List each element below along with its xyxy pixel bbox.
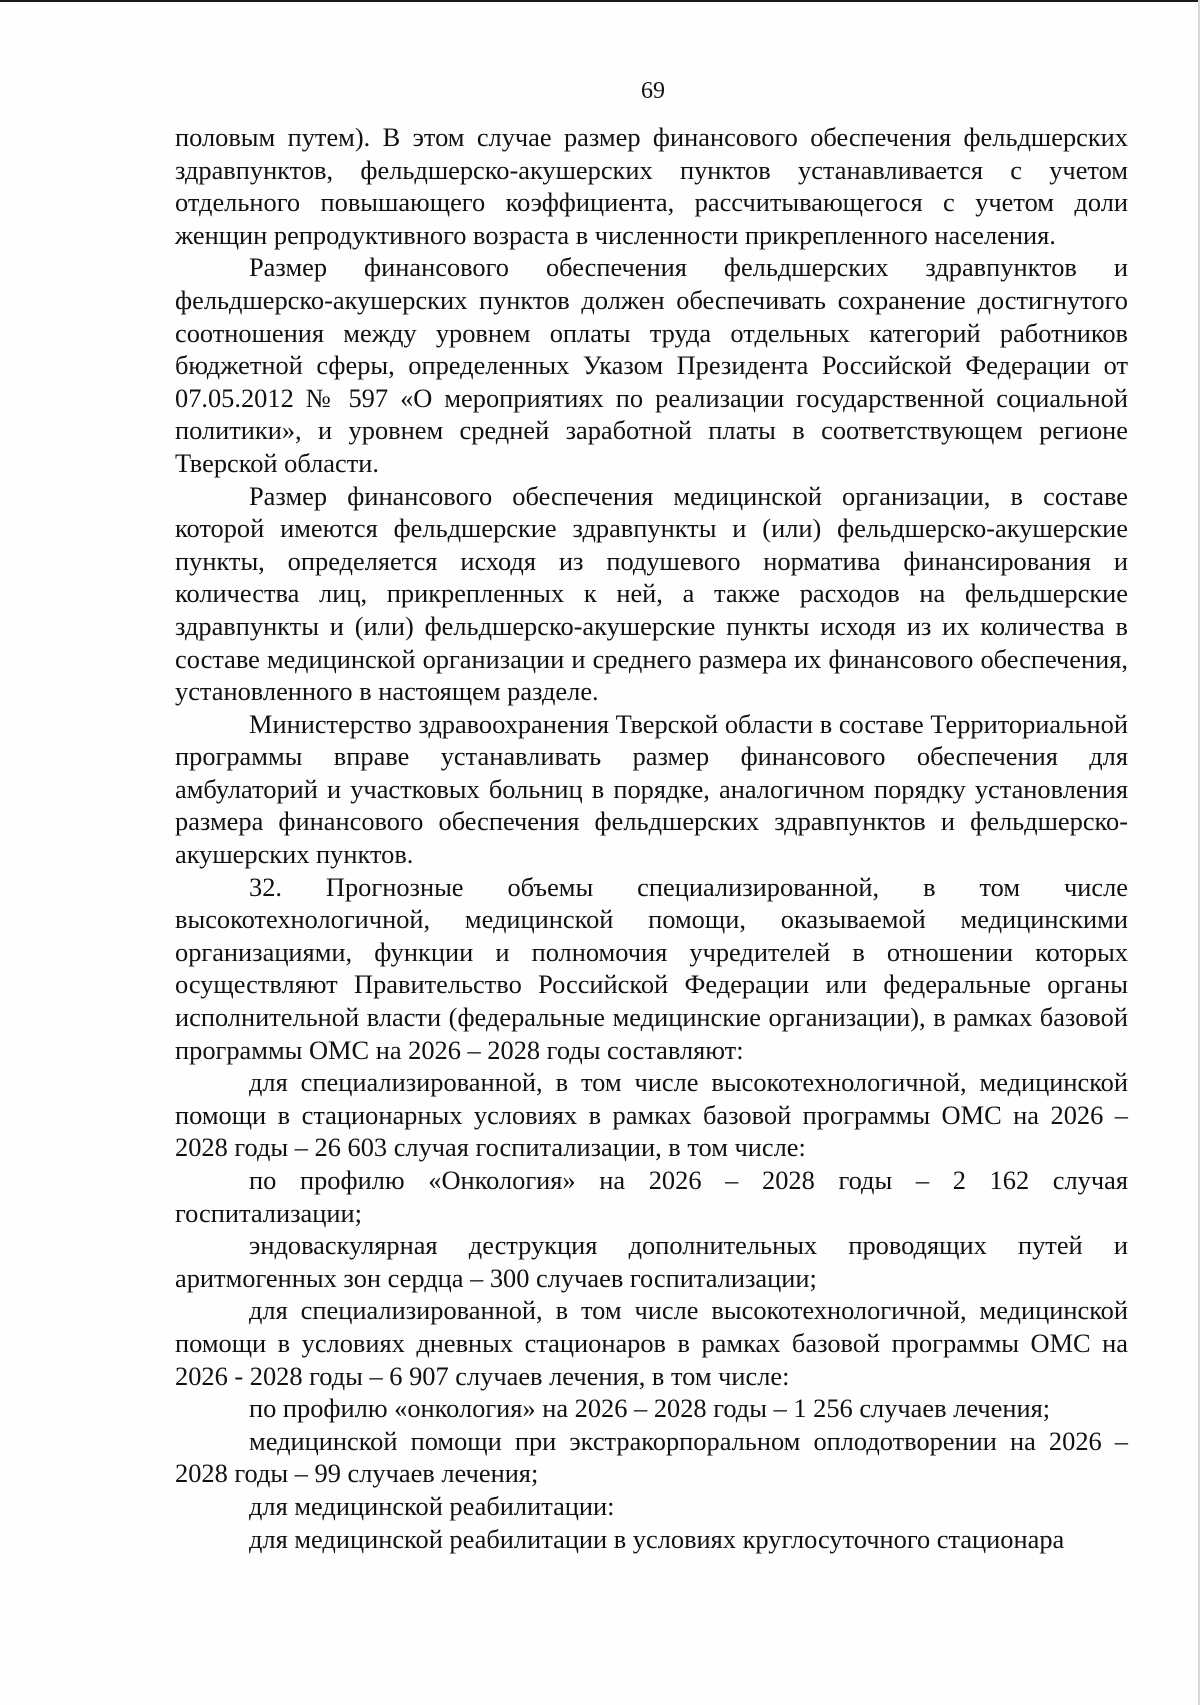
paragraph: Размер финансового обеспечения медицинской организации, в составе которой имеются фельдшерские здравпункты и (или) фельдшерско-акушерские пункты, определяется исходя из подушевого норматива финансирования и количества лиц, прикрепленных к ней, а также расходов на фельдшерские здравпункты и (или) фельдшерско-акушерские пункты исходя из их количества в составе медицинской организации и среднего размера их финансового обеспечения, установленного в настоящем разделе. [175, 480, 1128, 707]
paragraph: для специализированной, в том числе высокотехнологичной, медицинской помощи в стационарных условиях в рамках базовой программы ОМС на 2026 – 2028 годы – 26 603 случая госпитализации, в том числе: [175, 1067, 1128, 1163]
document-body [175, 121, 1128, 1555]
paragraph: Размер финансового обеспечения фельдшерских здравпунктов и фельдшерско-акушерских пунктов должен обеспечивать сохранение достигнутого соотношения между уровнем оплаты труда отдельных категорий работников бюджетной сферы, определенных Указом Президента Российской Федерации от 07.05.2012 № 597 «О мероприятиях по реализации государственной социальной политики», и уровнем средней заработной платы в соответствующем регионе Тверской области. [175, 252, 1128, 478]
paragraph: для специализированной, в том числе высокотехнологичной, медицинской помощи в условиях дневных стационаров в рамках базовой программы ОМС на 2026 - 2028 годы – 6 907 случаев лечения, в том числе: [175, 1295, 1128, 1391]
paragraph: эндоваскулярная деструкция дополнительных проводящих путей и аритмогенных зон сердца – 300 случаев госпитализации; [175, 1230, 1128, 1293]
page-number: 69 [641, 78, 665, 104]
paragraph: Министерство здравоохранения Тверской области в составе Территориальной программы вправе устанавливать размер финансового обеспечения для амбулаторий и участковых больниц в порядке, аналогичном порядку установления размера финансового обеспечения фельдшерских здравпунктов и фельдшерско-акушерских пунктов. [175, 708, 1128, 870]
paragraph: половым путем). В этом случае размер финансового обеспечения фельдшерских здравпунктов, фельдшерско-акушерских пунктов устанавливается с учетом отдельного повышающего коэффициента, рассчитывающегося с учетом доли женщин репродуктивного возраста в численности прикрепленного населения. [175, 122, 1128, 250]
paragraph: для медицинской реабилитации: [249, 1490, 615, 1521]
paragraph: по профилю «онкология» на 2026 – 2028 годы – 1 256 случаев лечения; [249, 1393, 1051, 1424]
paragraph: для медицинской реабилитации в условиях круглосуточного стационара [249, 1523, 1065, 1554]
paragraph: 32. Прогнозные объемы специализированной, в том числе высокотехнологичной, медицинской помощи, оказываемой медицинскими организациями, функции и полномочия учредителей в отношении которых осуществляют Правительство Российской Федерации или федеральные органы исполнительной власти (федеральные медицинские организации), в рамках базовой программы ОМС на 2026 – 2028 годы составляют: [175, 871, 1128, 1065]
scan-edge-top [0, 0, 1200, 2]
paragraph: по профилю «Онкология» на 2026 – 2028 годы – 2 162 случая госпитализации; [175, 1165, 1128, 1228]
paragraph: медицинской помощи при экстракорпоральном оплодотворении на 2026 – 2028 годы – 99 случаев лечения; [175, 1425, 1128, 1489]
